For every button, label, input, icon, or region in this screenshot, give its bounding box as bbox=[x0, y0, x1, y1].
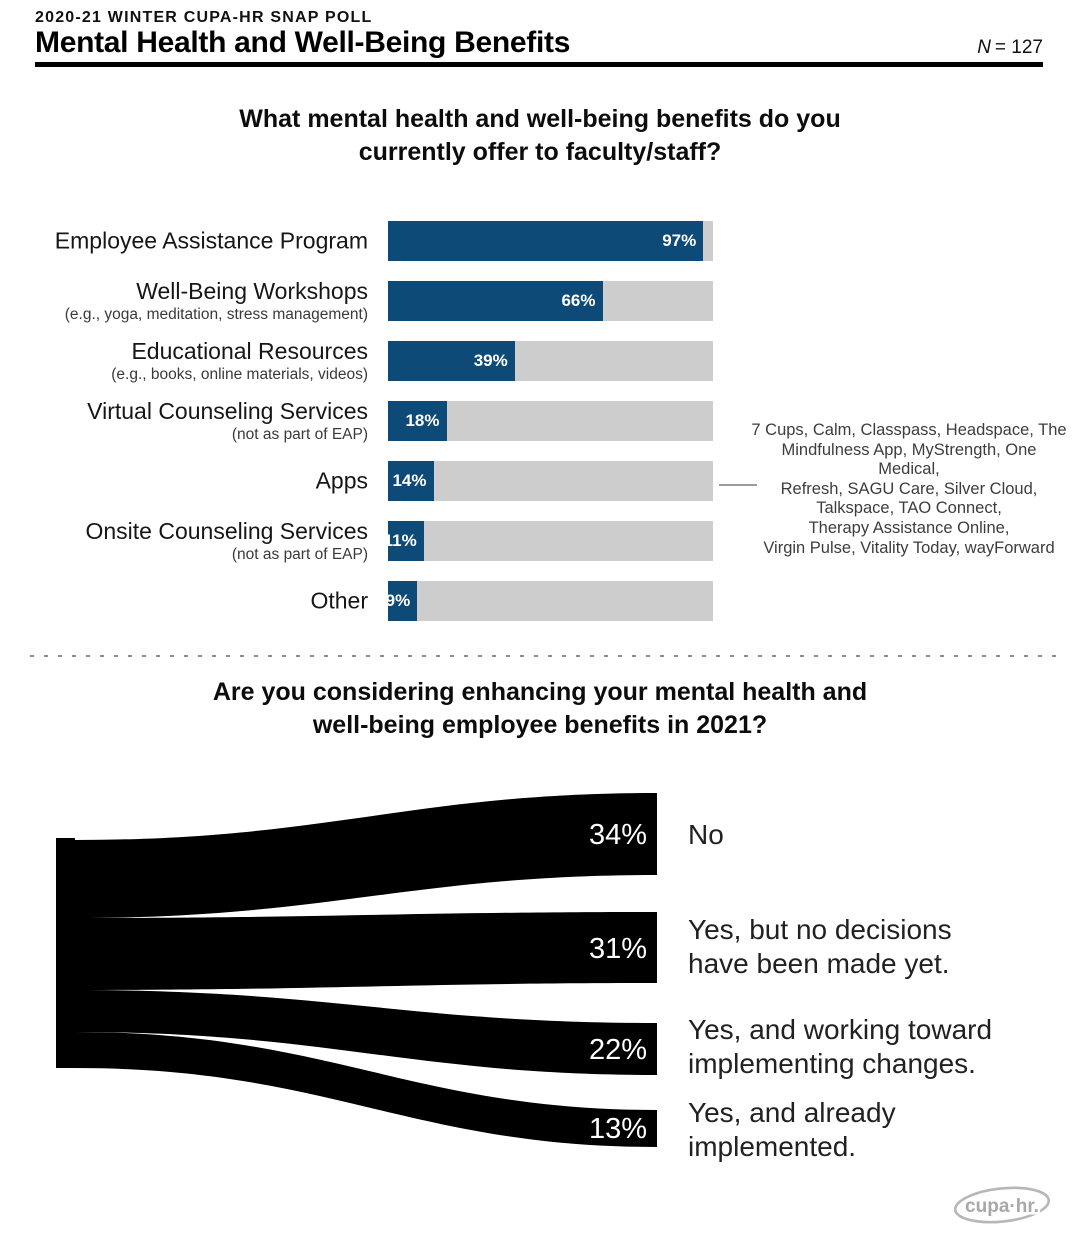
chart2-title-line1: Are you considering enhancing your mental health and bbox=[212, 678, 868, 706]
bar-fill bbox=[388, 401, 447, 441]
bar-category-label: Employee Assistance Program bbox=[54, 227, 368, 254]
flow-percent-no: 34% bbox=[588, 819, 647, 851]
apps-annotation-line: Therapy Assistance Online, bbox=[808, 518, 1010, 537]
flow-percent-working-toward: 22% bbox=[588, 1034, 647, 1066]
bar-label-block bbox=[0, 468, 368, 495]
bar-value-label: 11% bbox=[383, 531, 417, 550]
flow-label-line: Yes, and already bbox=[688, 1097, 896, 1128]
bar-fill bbox=[388, 281, 603, 321]
bar-row-educational bbox=[0, 338, 740, 383]
bar-label-block bbox=[0, 228, 368, 255]
apps-annotation bbox=[750, 421, 1068, 558]
flow-source-node bbox=[56, 838, 75, 1068]
bar-row-apps bbox=[0, 461, 740, 501]
sample-size-n: N bbox=[977, 37, 991, 58]
bar-value-label: 18% bbox=[405, 411, 440, 430]
bar-label-block bbox=[0, 588, 368, 615]
flow-label-line: have been made yet. bbox=[688, 948, 950, 979]
apps-annotation-line: Mindfulness App, MyStrength, One Medical, bbox=[781, 440, 1037, 479]
flow-label-line: No bbox=[688, 819, 724, 850]
bar-fill bbox=[388, 221, 703, 261]
poll-kicker: 2020-21 WINTER CUPA-HR SNAP POLL bbox=[35, 9, 373, 26]
flow-label-line: implementing changes. bbox=[688, 1048, 976, 1079]
flow-label-line: Yes, and working toward bbox=[688, 1014, 993, 1045]
chart2-title bbox=[0, 676, 1080, 742]
bar-track bbox=[388, 341, 713, 381]
bar-category-label: Virtual Counseling Services bbox=[87, 398, 368, 424]
bar-track bbox=[388, 221, 713, 261]
apps-annotation-line: Refresh, SAGU Care, Silver Cloud, bbox=[780, 479, 1038, 498]
bar-label-block bbox=[0, 278, 368, 324]
bar-category-sublabel: (not as part of EAP) bbox=[231, 426, 368, 443]
flow-label-line: Yes, but no decisions bbox=[688, 914, 952, 945]
bar-label-block bbox=[0, 398, 368, 444]
flow-label-no bbox=[688, 818, 724, 852]
bar-category-sublabel: (e.g., yoga, meditation, stress management) bbox=[64, 306, 368, 323]
chart1-title bbox=[0, 103, 1080, 169]
bar-row-other bbox=[0, 581, 740, 621]
chart1-title-line1: What mental health and well-being benefits do you bbox=[239, 105, 841, 133]
flow-label-already-implemented bbox=[688, 1096, 896, 1164]
bar-fill bbox=[383, 521, 424, 561]
header-rule bbox=[35, 62, 1043, 67]
apps-annotation-line: Talkspace, TAO Connect, bbox=[816, 499, 1002, 518]
chart1-title-line2: currently offer to faculty/staff? bbox=[358, 138, 722, 166]
bar-category-sublabel: (e.g., books, online materials, videos) bbox=[111, 366, 368, 383]
flow-band-no bbox=[75, 793, 657, 918]
bar-track bbox=[388, 281, 713, 321]
sample-size-value: = 127 bbox=[994, 37, 1043, 58]
bar-category-label: Well-Being Workshops bbox=[136, 278, 368, 304]
bar-row-virtual-counseling bbox=[0, 398, 740, 443]
flow-label-no-decisions bbox=[688, 913, 952, 981]
logo-text: cupa·hr. bbox=[965, 1196, 1039, 1217]
bar-category-label: Educational Resources bbox=[131, 338, 368, 364]
bar-value-label: 39% bbox=[473, 351, 508, 370]
flow-label-line: implemented. bbox=[688, 1131, 857, 1162]
flow-chart bbox=[0, 780, 680, 1180]
flow-label-working-toward bbox=[688, 1013, 992, 1081]
dashed-divider bbox=[30, 655, 1062, 657]
bar-row-eap bbox=[0, 221, 740, 261]
bar-fill bbox=[388, 341, 515, 381]
bar-fill bbox=[385, 581, 417, 621]
bar-track bbox=[385, 581, 713, 621]
bar-row-workshops bbox=[0, 278, 740, 323]
bar-fill bbox=[388, 461, 434, 501]
bar-category-sublabel: (not as part of EAP) bbox=[231, 546, 368, 563]
bar-category-label: Onsite Counseling Services bbox=[85, 518, 368, 544]
chart2-title-line2: well-being employee benefits in 2021? bbox=[312, 711, 768, 739]
bar-category-label: Apps bbox=[315, 467, 368, 494]
flow-percent-already-implemented: 13% bbox=[588, 1113, 647, 1145]
sample-size bbox=[977, 37, 1043, 59]
bar-label-block bbox=[0, 338, 368, 384]
bar-track bbox=[383, 521, 713, 561]
bar-category-label: Other bbox=[310, 587, 368, 614]
bar-value-label: 66% bbox=[561, 291, 596, 310]
cupa-hr-logo bbox=[950, 1180, 1054, 1230]
flow-percent-no-decisions: 31% bbox=[588, 933, 647, 965]
apps-annotation-line: Virgin Pulse, Vitality Today, wayForward bbox=[763, 538, 1055, 557]
bar-label-block bbox=[0, 518, 368, 564]
page-title: Mental Health and Well-Being Benefits bbox=[35, 26, 571, 59]
bar-track bbox=[388, 461, 713, 501]
bar-value-label: 97% bbox=[662, 231, 697, 250]
apps-annotation-line: 7 Cups, Calm, Classpass, Headspace, The bbox=[751, 421, 1067, 439]
bar-value-label: 9% bbox=[385, 591, 411, 610]
flow-band-no-decisions bbox=[75, 912, 657, 990]
bar-value-label: 14% bbox=[392, 471, 427, 490]
bar-row-onsite-counseling bbox=[0, 518, 740, 563]
bar-track bbox=[388, 401, 713, 441]
